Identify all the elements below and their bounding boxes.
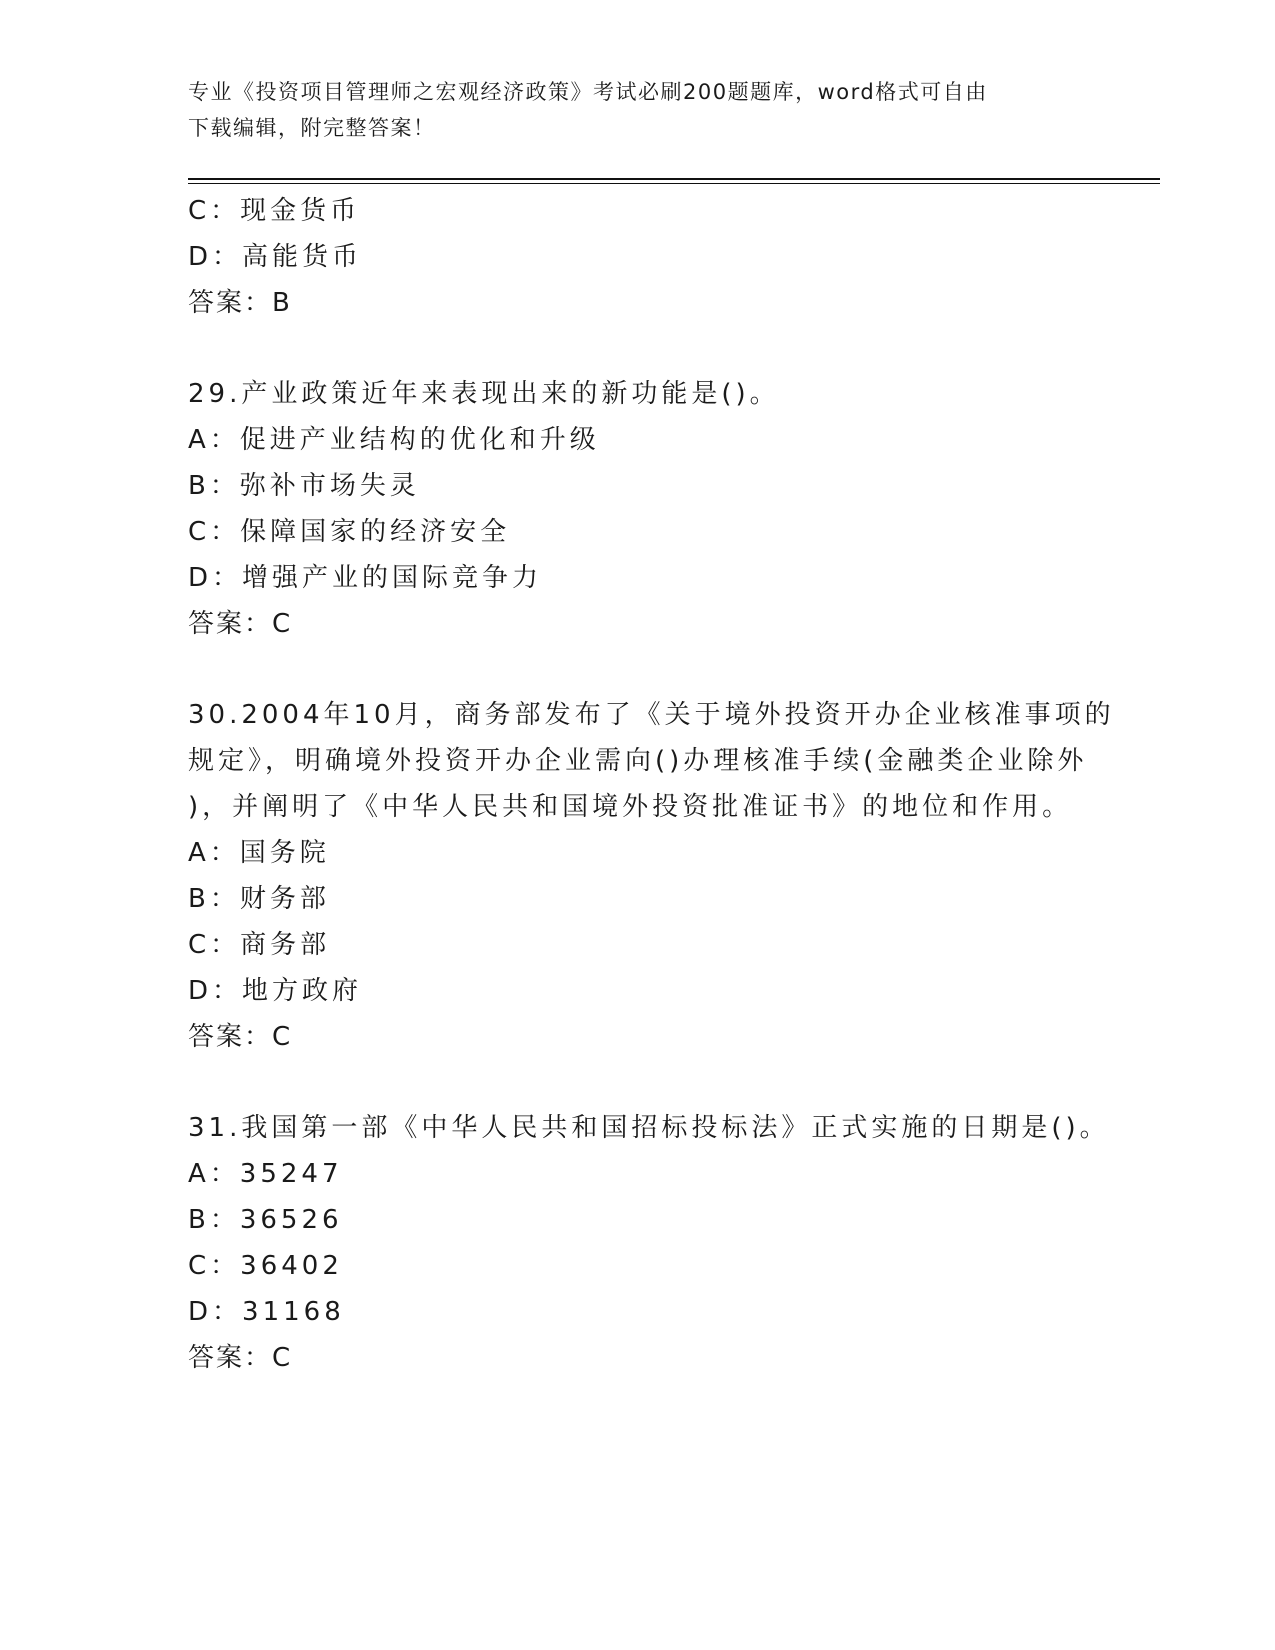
option-b: B：弥补市场失灵 [188,471,420,501]
header-divider-thick [188,178,1160,180]
header-line-2: 下载编辑，附完整答案！ [188,116,436,140]
option-a: A：35247 [188,1159,343,1189]
answer-line: 答案：C [188,1343,293,1373]
option-c: C：商务部 [188,930,331,960]
question-text: 规定》，明确境外投资开办企业需向()办理核准手续(金融类企业除外 [188,746,1088,776]
question-29 [188,371,1088,647]
question-content [188,188,1115,1381]
question-text: 31.我国第一部《中华人民共和国招标投标法》正式实施的日期是()。 [188,1113,1110,1143]
option-c: C：保障国家的经济安全 [188,517,511,547]
question-31 [188,1105,1110,1381]
document-header [188,74,1068,146]
header-divider-thin [188,183,1160,184]
question-text: )，并阐明了《中华人民共和国境外投资批准证书》的地位和作用。 [188,792,1073,822]
option-d: D：31168 [188,1297,345,1327]
header-line-1: 专业《投资项目管理师之宏观经济政策》考试必刷200题题库，word格式可自由 [188,80,988,104]
question-text: 29.产业政策近年来表现出来的新功能是()。 [188,379,780,409]
option-d: D：高能货币 [188,242,363,272]
option-c: C：现金货币 [188,196,361,226]
option-b: B：财务部 [188,884,330,914]
option-b: B：36526 [188,1205,343,1235]
question-30 [188,692,1115,1060]
option-a: A：国务院 [188,838,330,868]
answer-line: 答案：B [188,288,292,318]
option-c: C：36402 [188,1251,343,1281]
option-d: D：地方政府 [188,976,363,1006]
option-d: D：增强产业的国际竞争力 [188,563,543,593]
question-text: 30.2004年10月，商务部发布了《关于境外投资开办企业核准事项的 [188,700,1115,730]
answer-line: 答案：C [188,1022,293,1052]
question-28-continuation [188,188,1088,326]
option-a: A：促进产业结构的优化和升级 [188,425,600,455]
answer-line: 答案：C [188,609,293,639]
